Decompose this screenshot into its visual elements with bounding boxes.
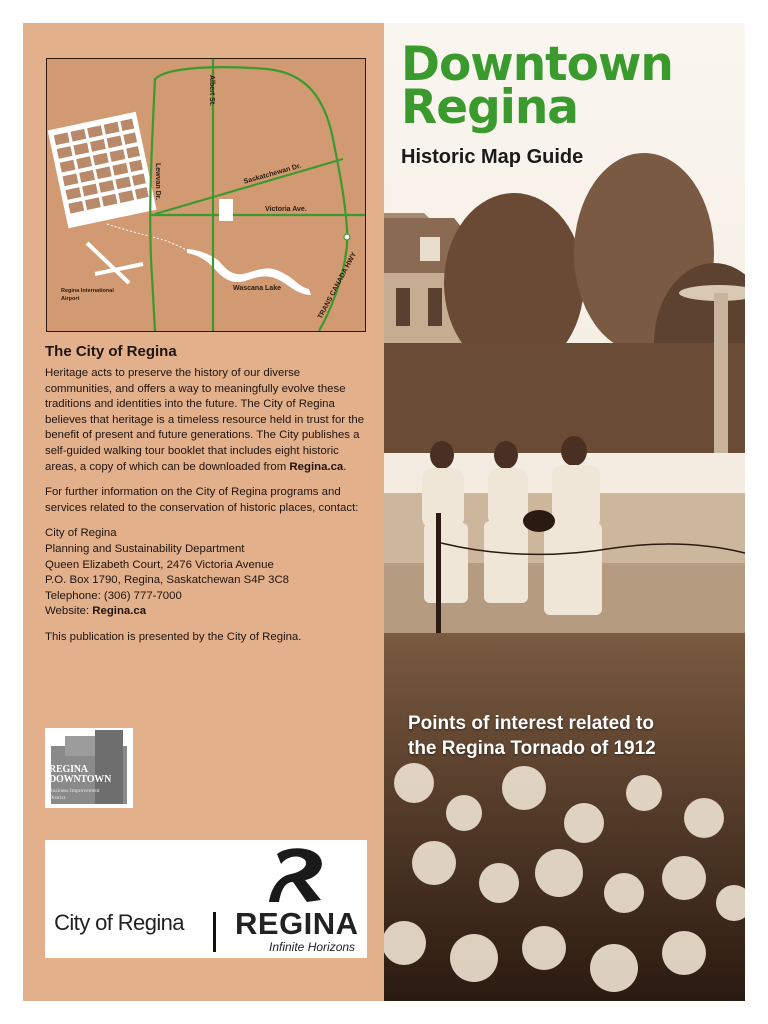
footer-logos xyxy=(45,840,367,958)
contact-paragraph: For further information on the City of Regina programs and services related to the conservation of historic places, contact: xyxy=(45,486,359,514)
brochure-page xyxy=(23,23,745,1001)
intro-section xyxy=(45,343,365,656)
historic-garden-photo xyxy=(384,23,745,1001)
victoria-ave-label: Victoria Ave. xyxy=(265,206,307,213)
bid-name: REGINA DOWNTOWN xyxy=(49,764,112,785)
section-heading: The City of Regina xyxy=(45,343,177,360)
contact-address: City of Regina Planning and Sustainability Department Queen Elizabeth Court, 2476 Victoria Avenue P.O. Box 1790, Regina, Saskatchewan S4P 3C8 Telephone: (306) 777-7000 Website: Regina.ca xyxy=(45,527,290,618)
saskatchewan-dr-label: Saskatchewan Dr. xyxy=(243,162,303,186)
title-line-1: Downtown xyxy=(401,37,673,92)
presented-by: This publication is presented by the City of Regina. xyxy=(45,630,302,643)
cover-photo xyxy=(384,23,745,1001)
lewvan-dr-label: Lewvan Dr. xyxy=(154,163,161,200)
regina-r-icon xyxy=(267,846,331,904)
points-of-interest-caption: Points of interest related to the Regina Tornado of 1912 xyxy=(408,713,656,759)
downtown-map xyxy=(46,58,366,332)
albert-st-label: Albert St. xyxy=(208,75,215,107)
cover-title xyxy=(401,37,673,135)
title-line-2: Regina xyxy=(401,80,578,135)
wascana-lake-label: Wascana Lake xyxy=(233,285,281,292)
trans-canada-hwy-label: TRANS CANADA HWY xyxy=(317,251,359,321)
logo-divider xyxy=(213,912,216,952)
regina-tagline: Infinite Horizons xyxy=(269,940,356,954)
airport-label: Regina International Airport xyxy=(61,288,114,302)
regina-ca-link[interactable]: Regina.ca xyxy=(289,460,344,473)
regina-downtown-bid-logo xyxy=(45,728,133,808)
city-of-regina-wordmark: City of Regina xyxy=(54,910,184,935)
website-link[interactable]: Regina.ca xyxy=(92,605,147,618)
bid-subtitle: Business Improvement District xyxy=(49,788,100,801)
regina-wordmark: REGINA xyxy=(235,906,359,941)
intro-paragraph: Heritage acts to preserve the history of our diverse communities, and offers a way to meaningfully evolve these traditions and identities into the future. The City of Regina believes that heritage is a timeless resource held in trust for the benefit of present and future generations. The City publishes a self-guided walking tour booklet that includes eight historic areas, a copy of which can be downloaded from Regina.ca. xyxy=(45,367,365,473)
cover-subtitle: Historic Map Guide xyxy=(401,146,584,168)
